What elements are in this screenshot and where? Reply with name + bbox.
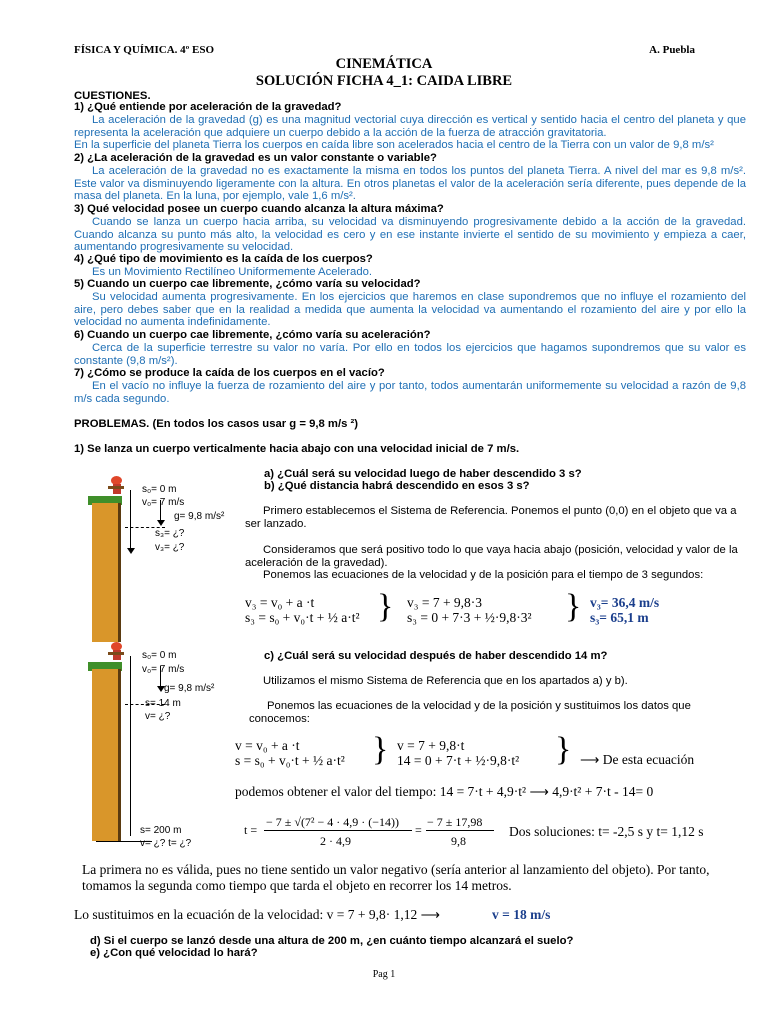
answer-1: La aceleración de la gravedad (g) es una magnitud vectorial cuya dirección es vertical y sentido hacia el centro del planeta y que representa la aceleración que adquiere un cuerpo debido a la acción de la fuerza de atracción gravitatoria. — [74, 114, 746, 139]
solutions: Dos soluciones: t= -2,5 s y t= 1,12 s — [509, 824, 704, 839]
fig2-v0: v₀= 7 m/s — [142, 664, 185, 675]
fig1-s3: s₃= ¿? — [155, 528, 185, 539]
eq-c2: s = s₀ + v₀·t + ½ a·t² — [235, 753, 345, 768]
question-1: 1) ¿Qué entiende por aceleración de la gravedad? — [74, 101, 342, 113]
eq-a1: v₃ = v₀ + a ·t — [245, 595, 315, 610]
question-3: 3) Qué velocidad posee un cuerpo cuando alcanza la altura máxima? — [74, 203, 444, 215]
cliff-2 — [92, 669, 118, 841]
substitution: Lo sustituimos en la ecuación de la velocidad: v = 7 + 9,8· 1,12 ⟶ — [74, 907, 441, 922]
fig1-v0: v₀= 7 m/s — [142, 497, 185, 508]
header-right: A. Puebla — [649, 44, 695, 56]
question-d: d) Si el cuerpo se lanzó desde una altura de 200 m, ¿en cuánto tiempo alcanzará el suelo? — [90, 935, 574, 947]
question-5: 5) Cuando un cuerpo cae libremente, ¿cómo varía su velocidad? — [74, 278, 421, 290]
quad-num: − 7 ± √(7² − 4 · 4,9 · (−14)) — [266, 815, 400, 829]
quad-bar — [264, 830, 412, 831]
quad-den2: 9,8 — [451, 834, 466, 848]
text-4: Utilizamos el mismo Sistema de Referencia que en los apartados a) y b). — [263, 675, 628, 687]
result-v: v = 18 m/s — [492, 907, 551, 922]
cliff-1 — [92, 503, 118, 642]
eq-d2: 14 = 0 + 7·t + ½·9,8·t² — [397, 753, 520, 768]
person-icon — [108, 476, 124, 498]
question-2: 2) ¿La aceleración de la gravedad es un valor constante o variable? — [74, 152, 437, 164]
question-e: e) ¿Con qué velocidad lo hará? — [90, 947, 258, 959]
paragraph: La primera no es válida, pues no tiene sentido un valor negativo (sería anterior al lanzamiento del objeto). Por tanto, tomamos la segunda como tiempo que tarda el objeto en recorrer los 14 metros. — [82, 862, 710, 893]
eq-time: podemos obtener el valor del tiempo: 14 = 7·t + 4,9·t² ⟶ 4,9·t² + 7·t - 14= 0 — [235, 784, 654, 799]
question-c: c) ¿Cuál será su velocidad después de haber descendido 14 m? — [264, 650, 608, 662]
cuestiones-heading: CUESTIONES. — [74, 90, 151, 102]
text-3: Ponemos las ecuaciones de la velocidad y de la posición para el tiempo de 3 segundos: — [263, 569, 704, 581]
question-b: b) ¿Qué distancia habrá descendido en esos 3 s? — [264, 480, 530, 492]
answer-3: Cuando se lanza un cuerpo hacia arriba, su velocidad va disminuyendo progresivamente debido a la acción de la gravedad. Cuando alcanza su punto más alto, la velocidad es cero y en ese instante invierte el sentido de su movimiento y empieza a caer, aumentando progresivamente su velocidad. — [74, 216, 746, 254]
problem-1: 1) Se lanza un cuerpo verticalmente hacia abajo con una velocidad inicial de 7 m/s. — [74, 443, 520, 455]
fig1-g: g= 9,8 m/s² — [174, 511, 225, 522]
eq-arrow: ⟶ De esta ecuación — [580, 752, 695, 767]
eq-b2: s₃ = 0 + 7·3 + ½·9,8·3² — [407, 610, 532, 625]
eq-d1: v = 7 + 9,8·t — [397, 738, 465, 753]
fig1-v3: v₃= ¿? — [155, 542, 185, 553]
quad-lhs: t = — [244, 823, 258, 837]
answer-4: Es un Movimiento Rectilíneo Uniformemente Acelerado. — [92, 266, 373, 278]
brace-2: } — [565, 588, 582, 625]
quad-eq: = — [415, 823, 422, 837]
fig2-s: s= 14 m — [145, 698, 181, 709]
result-s3: s₃= 65,1 m — [590, 610, 649, 625]
fig2-s200: s= 200 m — [140, 825, 182, 836]
quad-bar2 — [426, 830, 494, 831]
fig2-s0: s₀= 0 m — [142, 650, 177, 661]
text-2: Consideramos que será positivo todo lo que vaya hacia abajo (posición, velocidad y valor de la aceleración de la gravedad). — [245, 544, 738, 569]
problemas-heading: PROBLEMAS. (En todos los casos usar g = 9,8 m/s ²) — [74, 418, 359, 430]
title-main: CINEMÁTICA — [335, 56, 433, 72]
fig1-s0: s₀= 0 m — [142, 484, 177, 495]
question-6: 6) Cuando un cuerpo cae libremente, ¿cómo varía su aceleración? — [74, 329, 431, 341]
brace-1: } — [377, 588, 394, 625]
brace-4: } — [555, 731, 572, 768]
result-v3: v₃= 36,4 m/s — [590, 595, 660, 610]
question-7: 7) ¿Cómo se produce la caída de los cuerpos en el vacío? — [74, 367, 385, 379]
eq-b1: v₃ = 7 + 9,8·3 — [407, 595, 483, 610]
answer-6: Cerca de la superficie terrestre su valor no varía. Por ello en todos los ejercicios que hagamos supondremos que su valor es constante (9,8 m/s²). — [74, 342, 746, 367]
person-icon-2 — [108, 642, 124, 664]
question-4: 4) ¿Qué tipo de movimiento es la caída de los cuerpos? — [74, 253, 373, 265]
fig2-v: v= ¿? — [145, 711, 171, 722]
quad-den: 2 · 4,9 — [320, 834, 351, 848]
text-1: Primero establecemos el Sistema de Referencia. Ponemos el punto (0,0) en el objeto que va a ser lanzado. — [245, 505, 737, 530]
quad-num2: − 7 ± 17,98 — [427, 815, 483, 829]
text-5: Ponemos las ecuaciones de la velocidad y de la posición y sustituimos los datos que conocemos: — [249, 700, 691, 725]
answer-5: Su velocidad aumenta progresivamente. En los ejercicios que haremos en clase supondremos que no influye el rozamiento del aire, pero debes saber que en la realidad a medida que aumenta la velocidad va aumentando el rozamiento del aire y por ello la velocidad no aumenta indefinidamente. — [74, 291, 746, 329]
question-a: a) ¿Cuál será su velocidad luego de haber descendido 3 s? — [264, 468, 582, 480]
header-left: FÍSICA Y QUÍMICA. 4º ESO — [74, 44, 215, 56]
answer-2: La aceleración de la gravedad no es exactamente la misma en todos los puntos del planeta Tierra. A nivel del mar es 9,8 m/s². Este valor va disminuyendo ligeramente con la altura. En otros planetas el valor de la aceleración sería diferente, pues depende de la masa del planeta. En la luna, por ejemplo, vale 1,6 m/s². — [74, 165, 746, 203]
answer-1b: En la superficie del planeta Tierra los cuerpos en caída libre son acelerados hacia el centro de la Tierra con un valor de 9,8 m/s² — [74, 139, 714, 151]
brace-3: } — [372, 731, 389, 768]
fig2-vt: v= ¿? t= ¿? — [140, 838, 192, 849]
answer-7: En el vacío no influye la fuerza de rozamiento del aire y por tanto, todos aumentarán uniformemente su velocidad a razón de 9,8 m/s cada segundo. — [74, 380, 746, 405]
eq-c1: v = v₀ + a ·t — [235, 738, 300, 753]
title-sub: SOLUCIÓN FICHA 4_1: CAIDA LIBRE — [255, 73, 513, 89]
fig2-g: g= 9,8 m/s² — [164, 683, 215, 694]
page-number: Pag 1 — [372, 969, 396, 980]
eq-a2: s₃ = s₀ + v₀·t + ½ a·t² — [245, 610, 360, 625]
